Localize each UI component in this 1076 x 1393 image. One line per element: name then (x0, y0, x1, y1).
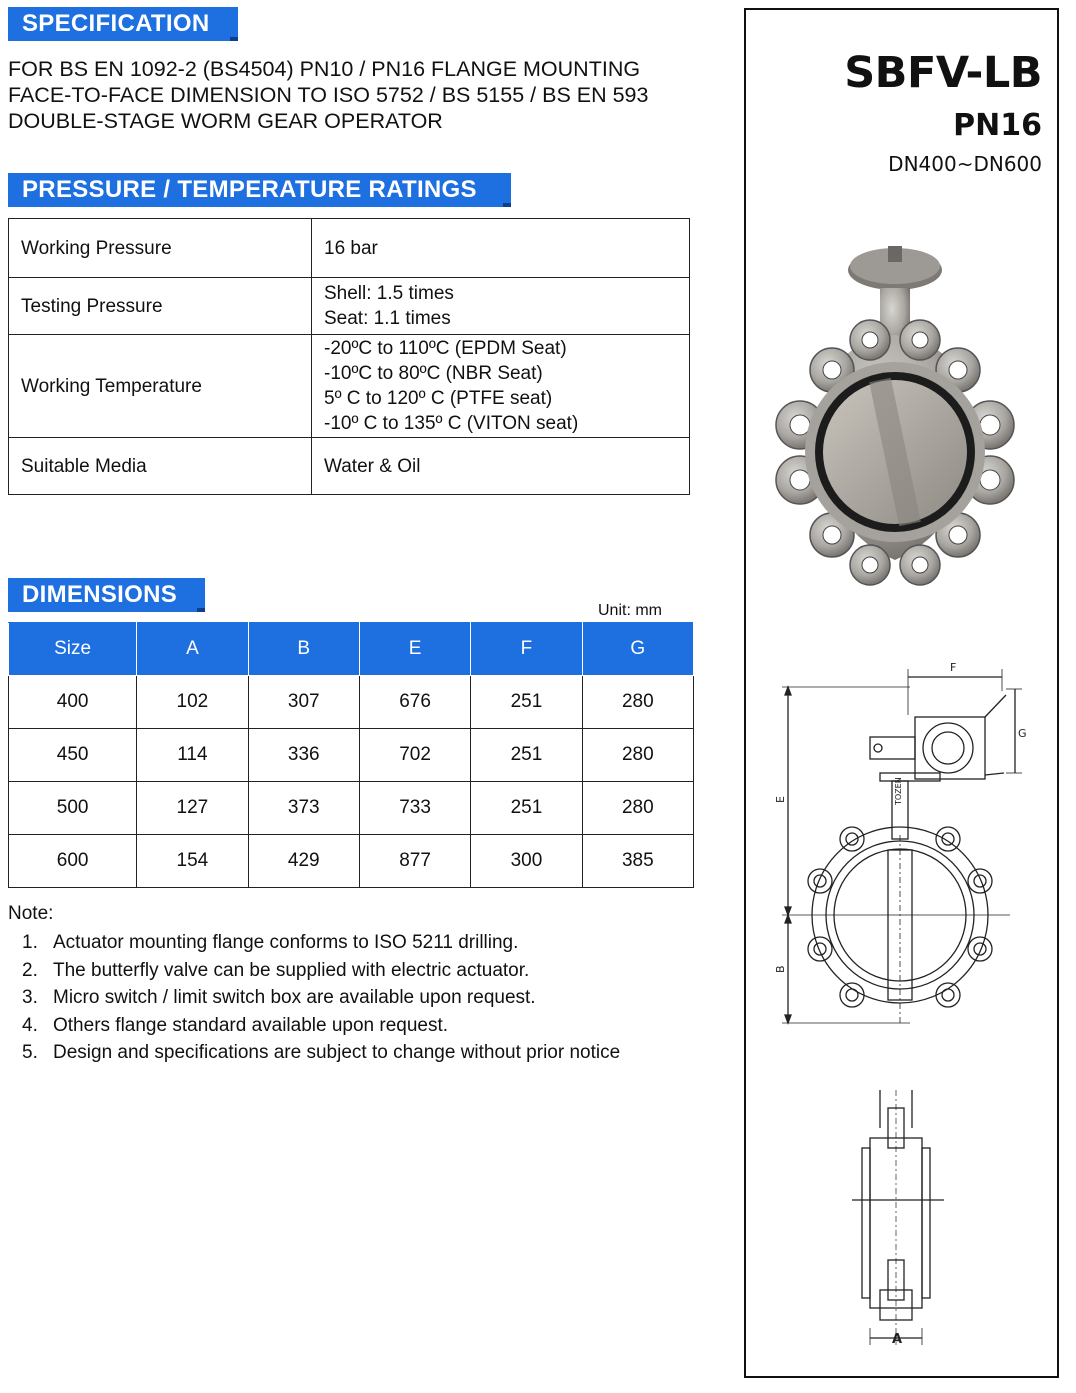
rating-label: Suitable Media (9, 438, 312, 495)
column-header: B (248, 623, 359, 676)
value-line: -10º C to 135º C (VITON seat) (324, 413, 579, 434)
table-row (9, 438, 690, 495)
value-line: Shell: 1.5 times (324, 283, 454, 304)
table-cell: 385 (582, 835, 693, 888)
list-item: 3. Micro switch / limit switch box are available upon request. (22, 987, 536, 1008)
table-cell: 251 (471, 676, 582, 729)
notes-title: Note: (8, 903, 54, 924)
unit-label: Unit: mm (598, 602, 662, 619)
table-cell: 114 (137, 729, 248, 782)
value-line: -10ºC to 80ºC (NBR Seat) (324, 363, 543, 384)
notes-list (22, 929, 620, 1067)
dimensions-heading: DIMENSIONS (8, 578, 205, 612)
rating-label: Testing Pressure (9, 278, 312, 335)
stem-mark: TOZEN (894, 777, 903, 805)
table-cell: 373 (248, 782, 359, 835)
size-range: DN400~DN600 (888, 152, 1042, 176)
table-row (9, 676, 694, 729)
table-row (9, 278, 690, 335)
column-header: Size (9, 623, 137, 676)
table-cell: 676 (359, 676, 470, 729)
table-header-row (9, 623, 694, 676)
dim-label-b: B (774, 965, 787, 973)
table-row (9, 782, 694, 835)
table-cell: 429 (248, 835, 359, 888)
table-row (9, 219, 690, 278)
table-cell: 280 (582, 676, 693, 729)
table-cell: 251 (471, 729, 582, 782)
ratings-heading: PRESSURE / TEMPERATURE RATINGS (8, 173, 511, 207)
list-item: 1. Actuator mounting flange conforms to ISO 5211 drilling. (22, 932, 519, 953)
table-cell: 280 (582, 729, 693, 782)
value-line: Water & Oil (324, 455, 421, 477)
table-cell: 400 (9, 676, 137, 729)
list-item: 2. The butterfly valve can be supplied with electric actuator. (22, 959, 530, 981)
valve-front-drawing (770, 655, 1050, 1035)
spec-line: FACE-TO-FACE DIMENSION TO ISO 5752 / BS 5155 / BS EN 593 (8, 83, 649, 107)
rating-value (312, 438, 690, 495)
list-item: 4. Others flange standard available upon request. (22, 1014, 449, 1036)
table-cell: 251 (471, 782, 582, 835)
table-cell: 877 (359, 835, 470, 888)
table-cell: 450 (9, 729, 137, 782)
table-cell: 702 (359, 729, 470, 782)
model-title: SBFV-LB (844, 48, 1042, 98)
rating-value (312, 219, 690, 278)
note-text: The butterfly valve can be supplied with electric actuator. (53, 959, 530, 981)
note-text: Design and specifications are subject to change without prior notice (53, 1042, 621, 1063)
dim-label-e: E (774, 796, 787, 803)
value-line: -20ºC to 110ºC (EPDM Seat) (324, 338, 567, 359)
spec-line: FOR BS EN 1092-2 (BS4504) PN10 / PN16 FLANGE MOUNTING (8, 57, 641, 81)
table-cell: 336 (248, 729, 359, 782)
rating-value (312, 278, 690, 335)
rating-label: Working Pressure (9, 219, 312, 278)
table-cell: 127 (137, 782, 248, 835)
specification-heading: SPECIFICATION (8, 7, 238, 41)
value-line: 5º C to 120º C (PTFE seat) (324, 388, 553, 409)
note-text: Micro switch / limit switch box are available upon request. (53, 987, 536, 1008)
table-cell: 600 (9, 835, 137, 888)
rating-label: Working Temperature (9, 335, 312, 438)
table-row (9, 835, 694, 888)
dim-label-a: A (892, 1332, 903, 1347)
column-header: A (137, 623, 248, 676)
value-line: Seat: 1.1 times (324, 308, 451, 329)
table-row (9, 335, 690, 438)
table-cell: 154 (137, 835, 248, 888)
valve-side-drawing (840, 1090, 960, 1355)
dim-label-g: G (1018, 727, 1027, 740)
column-header: E (359, 623, 470, 676)
table-cell: 300 (471, 835, 582, 888)
ratings-table (8, 218, 690, 495)
table-cell: 500 (9, 782, 137, 835)
list-item: 5. Design and specifications are subject to change without prior notice (22, 1042, 621, 1063)
pressure-class: PN16 (953, 108, 1042, 143)
table-cell: 280 (582, 782, 693, 835)
table-cell: 733 (359, 782, 470, 835)
note-text: Others flange standard available upon request. (53, 1014, 449, 1036)
value-line: 16 bar (324, 237, 378, 259)
column-header: G (582, 623, 693, 676)
rating-value (312, 335, 690, 438)
table-cell: 102 (137, 676, 248, 729)
note-text: Actuator mounting flange conforms to ISO 5211 drilling. (53, 932, 519, 953)
table-row (9, 729, 694, 782)
table-cell: 307 (248, 676, 359, 729)
valve-photo-illustration (770, 240, 1030, 590)
dimensions-table (8, 622, 694, 888)
dim-label-f: F (950, 661, 957, 674)
spec-line: DOUBLE-STAGE WORM GEAR OPERATOR (8, 109, 443, 133)
column-header: F (471, 623, 582, 676)
specification-text (8, 56, 648, 134)
